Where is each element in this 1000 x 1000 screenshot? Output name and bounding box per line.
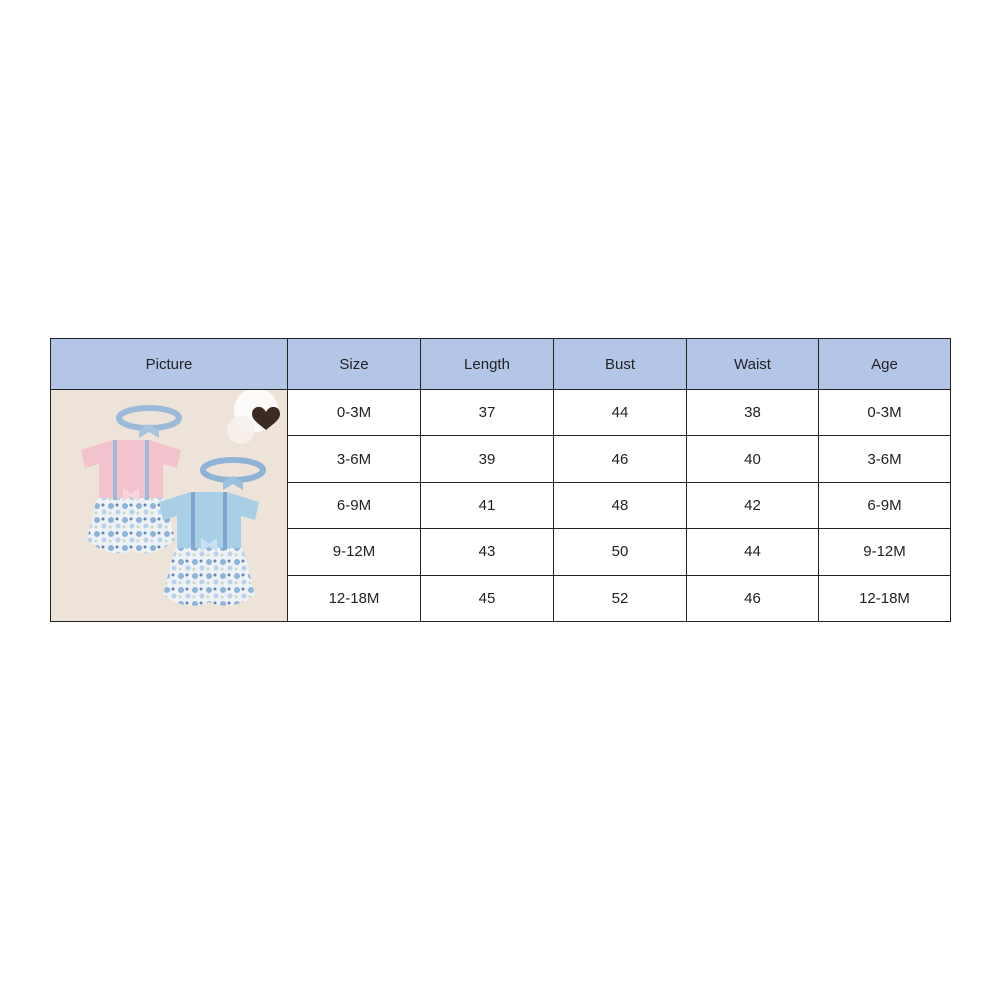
cell-age: 6-9M <box>819 482 951 528</box>
cell-size: 9-12M <box>288 529 421 575</box>
cell-bust: 52 <box>554 575 687 621</box>
table-row <box>51 390 951 436</box>
header-waist: Waist <box>687 339 819 390</box>
header-length: Length <box>421 339 554 390</box>
header-size: Size <box>288 339 421 390</box>
cell-age: 9-12M <box>819 529 951 575</box>
product-picture-cell <box>51 390 288 622</box>
cell-waist: 46 <box>687 575 819 621</box>
cell-length: 41 <box>421 482 554 528</box>
cell-waist: 42 <box>687 482 819 528</box>
cell-waist: 40 <box>687 436 819 482</box>
cell-length: 37 <box>421 390 554 436</box>
cell-size: 0-3M <box>288 390 421 436</box>
cell-waist: 44 <box>687 529 819 575</box>
cell-age: 0-3M <box>819 390 951 436</box>
cell-size: 3-6M <box>288 436 421 482</box>
cell-bust: 48 <box>554 482 687 528</box>
cell-size: 12-18M <box>288 575 421 621</box>
cell-bust: 44 <box>554 390 687 436</box>
cell-bust: 50 <box>554 529 687 575</box>
header-picture: Picture <box>51 339 288 390</box>
cell-length: 43 <box>421 529 554 575</box>
cell-age: 3-6M <box>819 436 951 482</box>
cell-length: 45 <box>421 575 554 621</box>
header-age: Age <box>819 339 951 390</box>
size-chart-table <box>50 338 951 622</box>
romper-photo <box>51 390 287 621</box>
header-row <box>51 339 951 390</box>
cell-bust: 46 <box>554 436 687 482</box>
cell-size: 6-9M <box>288 482 421 528</box>
cell-length: 39 <box>421 436 554 482</box>
cell-age: 12-18M <box>819 575 951 621</box>
cell-waist: 38 <box>687 390 819 436</box>
header-bust: Bust <box>554 339 687 390</box>
